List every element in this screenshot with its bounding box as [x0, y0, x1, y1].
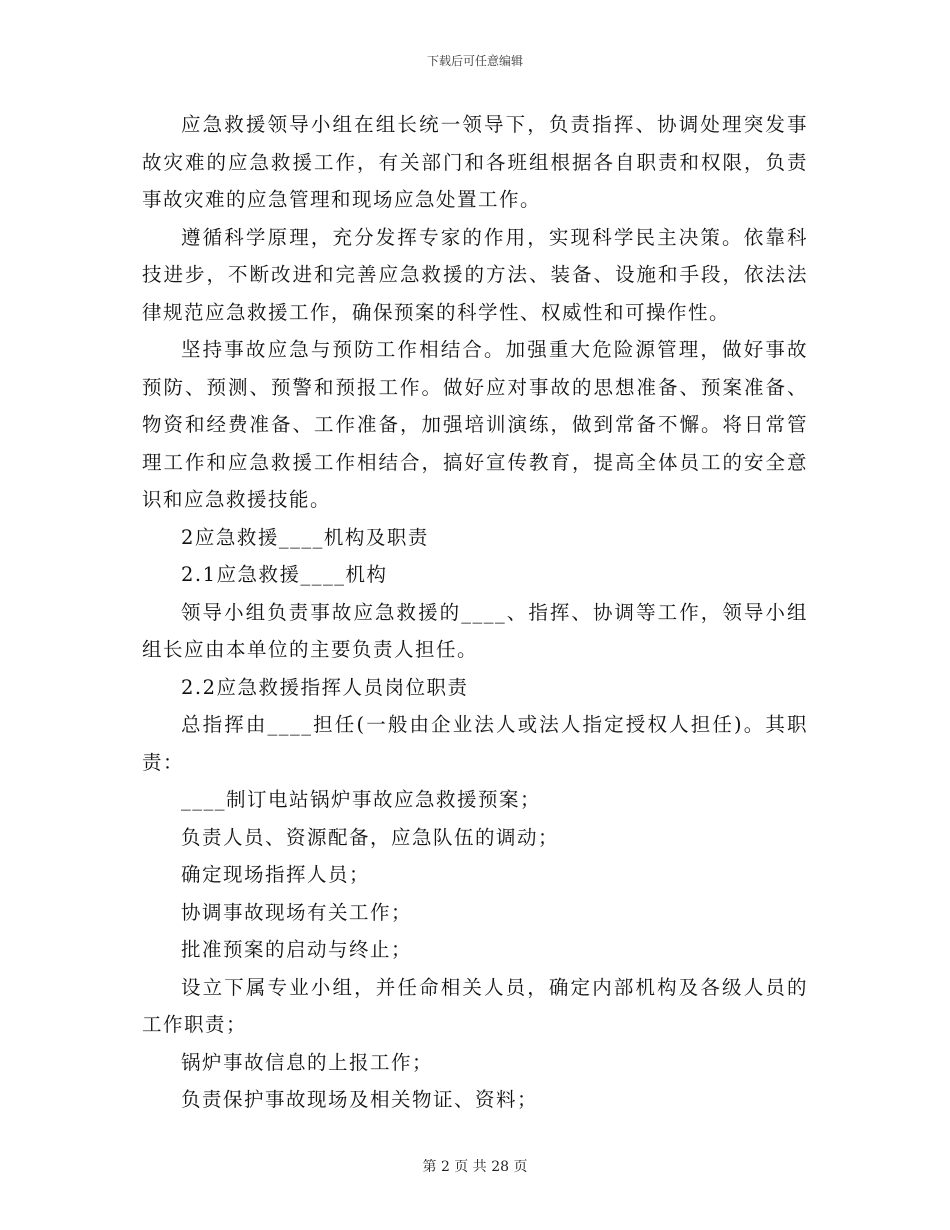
section-heading-2-2: 2.2应急救援指挥人员岗位职责: [181, 675, 469, 699]
section-heading-2-1: 2.1应急救援____机构: [181, 563, 388, 586]
duty-item: 锅炉事故信息的上报工作；: [181, 1050, 434, 1074]
duty-item: 确定现场指挥人员；: [181, 863, 371, 886]
document-body: [142, 106, 808, 1119]
section-heading-2: 2应急救援____机构及职责: [181, 525, 429, 549]
duty-item: 设立下属专业小组，并任命相关人员，确定内部机构及各级人员的工作职责；: [142, 975, 808, 1036]
paragraph-prevention: 坚持事故应急与预防工作相结合。加强重大危险源管理，做好事故预防、预测、预警和预报工作。做好应对事故的思想准备、预案准备、物资和经费准备、工作准备，加强培训演练，做到常备不懈。将日常管理工作和应急救援工作相结合，搞好宣传教育，提高全体员工的安全意识和应急救援技能。: [142, 338, 808, 511]
duty-item: 批准预案的启动与终止；: [181, 938, 413, 961]
paragraph-leadership-group: 领导小组负责事故应急救援的____、指挥、协调等工作，领导小组组长应由本单位的主要负责人担任。: [142, 600, 808, 661]
duty-item: 负责人员、资源配备，应急队伍的调动；: [181, 825, 560, 849]
page-footer: 第 2 页 共 28 页: [422, 1159, 528, 1175]
paragraph-science: 遵循科学原理，充分发挥专家的作用，实现科学民主决策。依靠科技进步，不断改进和完善应急救援的方法、装备、设施和手段，依法法律规范应急救援工作，确保预案的科学性、权威性和可操作性。: [142, 225, 808, 324]
duty-item: 负责保护事故现场及相关物证、资料；: [181, 1088, 539, 1111]
duty-item: 协调事故现场有关工作；: [181, 900, 413, 924]
paragraph-commander: 总指挥由____担任(一般由企业法人或法人指定授权人担任)。其职责：: [142, 713, 808, 774]
duty-item: ____制订电站锅炉事故应急救援预案；: [181, 788, 542, 811]
paragraph-leadership: 应急救援领导小组在组长统一领导下，负责指挥、协调处理突发事故灾难的应急救援工作，有关部门和各班组根据各自职责和权限，负责事故灾难的应急管理和现场应急处置工作。: [142, 113, 808, 211]
page-header: 下载后可任意编辑: [426, 54, 523, 68]
